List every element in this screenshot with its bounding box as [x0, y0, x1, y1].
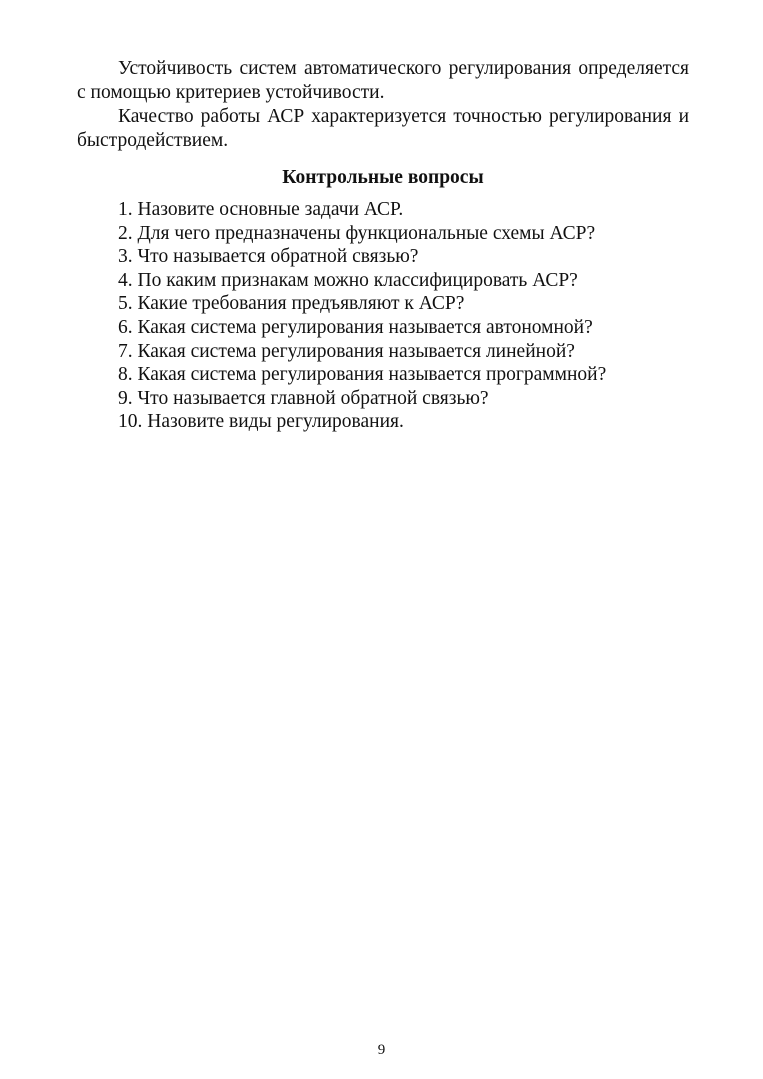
- question-item: 10. Назовите виды регулирования.: [118, 411, 404, 433]
- question-item: 1. Назовите основные задачи АСР.: [118, 199, 404, 220]
- question-item: 3. Что называется обратной связью?: [118, 246, 419, 268]
- question-item: 2. Для чего предназначены функциональные схемы АСР?: [118, 222, 596, 244]
- question-item: 6. Какая система регулирования называется автономной?: [118, 316, 593, 338]
- question-item: 4. По каким признакам можно классифицировать АСР?: [118, 269, 578, 291]
- paragraph-quality: Качество работы АСР характеризуется точностью регулирования и быстродействием.: [77, 106, 689, 151]
- section-heading: Контрольные вопросы: [282, 167, 484, 188]
- intro-paragraph-2-block: [77, 105, 689, 153]
- question-item: 5. Какие требования предъявляют к АСР?: [118, 293, 465, 315]
- questions-list: [118, 198, 698, 434]
- page-number: 9: [377, 1042, 386, 1058]
- intro-paragraph-1-block: [77, 57, 689, 105]
- question-item: 7. Какая система регулирования называется линейной?: [118, 340, 575, 362]
- paragraph-stability: Устойчивость систем автоматического регулирования определяется с помощью критериев устойчивости.: [77, 58, 689, 103]
- question-item: 9. Что называется главной обратной связью?: [118, 387, 489, 409]
- question-item: 8. Какая система регулирования называется программной?: [118, 364, 607, 386]
